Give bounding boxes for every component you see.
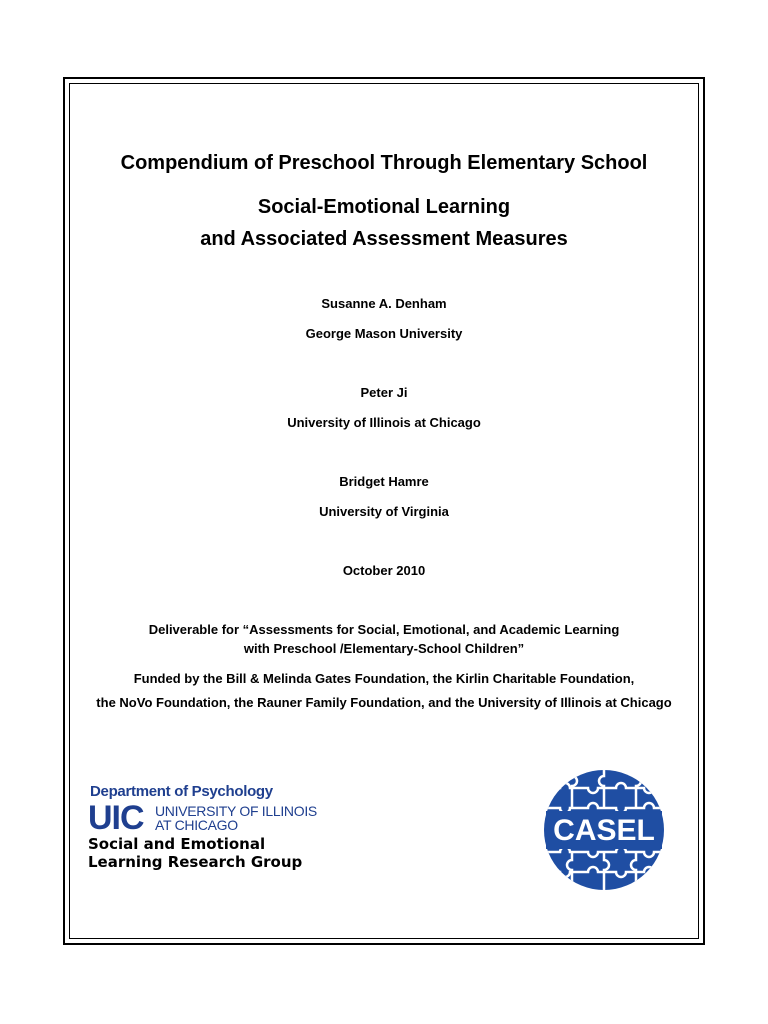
casel-logo bbox=[542, 768, 666, 892]
title-line-2: Social-Emotional Learning bbox=[257, 196, 511, 218]
university-line-1: UNIVERSITY OF ILLINOIS bbox=[155, 803, 317, 819]
author-name: Bridget Hamre bbox=[339, 474, 429, 489]
deliverable-line-2: with Preschool /Elementary-School Children” bbox=[243, 641, 525, 656]
casel-wordmark: CASEL bbox=[553, 814, 655, 847]
group-line-2: Learning Research Group bbox=[88, 853, 303, 871]
publication-date: October 2010 bbox=[342, 563, 426, 578]
author-name: Susanne A. Denham bbox=[321, 296, 447, 311]
author-affiliation: George Mason University bbox=[305, 326, 463, 341]
author-affiliation: University of Illinois at Chicago bbox=[287, 415, 481, 430]
uic-wordmark: UIC bbox=[88, 799, 144, 837]
deliverable-line-1: Deliverable for “Assessments for Social, Emotional, and Academic Learning bbox=[148, 622, 620, 637]
title-line-1: Compendium of Preschool Through Elementary School bbox=[120, 152, 648, 174]
funding-line-1: Funded by the Bill & Melinda Gates Foundation, the Kirlin Charitable Foundation, bbox=[133, 671, 635, 686]
group-line-1: Social and Emotional bbox=[88, 835, 266, 853]
funding-line-2: the NoVo Foundation, the Rauner Family Foundation, and the University of Illinois at Chicago bbox=[96, 695, 672, 710]
author-name: Peter Ji bbox=[360, 385, 408, 400]
department-label: Department of Psychology bbox=[90, 783, 273, 800]
university-line-2: AT CHICAGO bbox=[155, 817, 238, 833]
author-affiliation: University of Virginia bbox=[319, 504, 449, 519]
uic-logo bbox=[88, 783, 328, 878]
title-line-3: and Associated Assessment Measures bbox=[200, 228, 568, 250]
